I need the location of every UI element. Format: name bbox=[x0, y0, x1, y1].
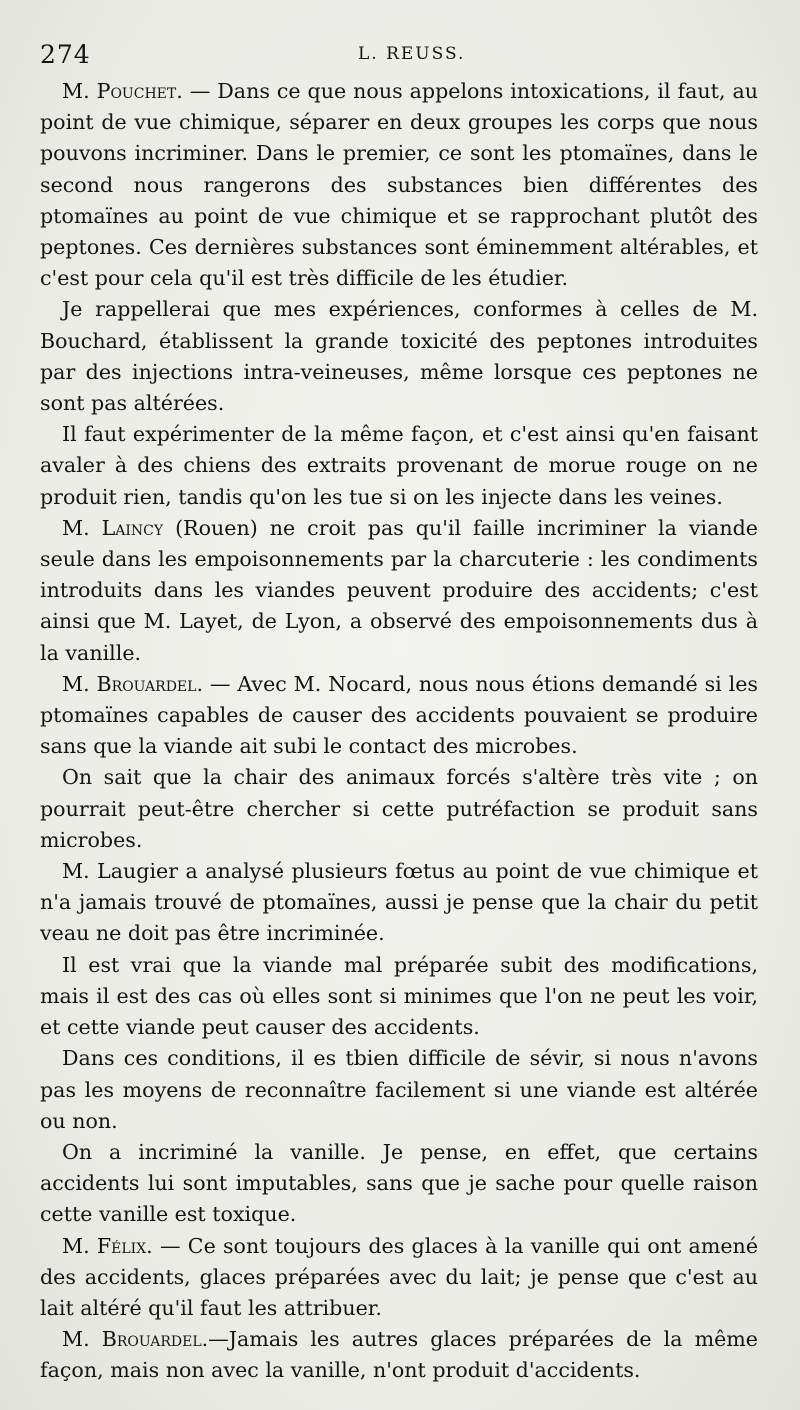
paragraph-9 bbox=[40, 1043, 758, 1137]
paragraph-text: — Dans ce que nous appelons intoxications, il faut, au point de vue chimique, séparer en deux groupes les corps que nous pouvons incriminer. Dans le premier, ce sont les ptomaïnes, dans le second nous rangerons des substances bien différentes des ptomaïnes au point de vue chimique et se rapprochant plutôt des peptones. Ces dernières substances sont éminemment altérables, et c'est pour cela qu'il est très difficile de les étudier. bbox=[40, 79, 759, 291]
page-number: 274 bbox=[40, 40, 91, 69]
paragraph-text: —Jamais les autres glaces préparées de la même façon, mais non avec la vanille, n'ont produit d'accidents. bbox=[40, 1327, 758, 1383]
paragraph-text: (Rouen) ne croit pas qu'il faille incriminer la viande seule dans les empoisonnements par la charcuterie : les condiments introduits dans les viandes peuvent produire des accidents; c'est ainsi que M. Layet, de Lyon, a observé des empoisonnements dus à la vanille. bbox=[40, 515, 758, 665]
speaker-name: M. Félix. bbox=[62, 1233, 153, 1258]
paragraph-7 bbox=[40, 856, 758, 950]
paragraph-text: On a incriminé la vanille. Je pense, en effet, que certains accidents lui sont imputables, sans que je sache pour quelle raison cette vanille est toxique. bbox=[40, 1139, 758, 1227]
paragraph-text: Il faut expérimenter de la même façon, et c'est ainsi qu'en faisant avaler à des chiens des extraits provenant de morue rouge on ne produit rien, tandis qu'on les tue si on les injecte dans les veines. bbox=[40, 422, 758, 509]
paragraph-text: Je rappellerai que mes expériences, conformes à celles de M. Bouchard, établissent la grande toxicité des peptones introduites par des injections intra-veineuses, même lorsque ces peptones ne sont pas altérées. bbox=[40, 297, 758, 416]
paragraph-11 bbox=[40, 1231, 758, 1325]
paragraph-1 bbox=[40, 76, 758, 294]
paragraph-text: On sait que la chair des animaux forcés s'altère très vite ; on pourrait peut-être chercher si cette putréfaction se produit sans microbes. bbox=[40, 765, 758, 852]
paragraph-text: Il est vrai que la viande mal préparée subit des modifications, mais il est des cas où elles sont si minimes que l'on ne peut les voir, et cette viande peut causer des accidents. bbox=[40, 952, 758, 1040]
paragraph-3 bbox=[40, 419, 758, 513]
paragraph-8 bbox=[40, 950, 758, 1044]
paragraph-4 bbox=[40, 513, 758, 669]
speaker-name: M. Brouardel. bbox=[62, 671, 203, 696]
speaker-name: M. Pouchet. bbox=[62, 79, 183, 103]
paragraph-text: Dans ces conditions, il es tbien difficile de sévir, si nous n'avons pas les moyens de reconnaître facilement si une viande est altérée ou non. bbox=[40, 1046, 758, 1133]
speaker-name: M. Laincy bbox=[62, 515, 164, 540]
paragraph-2 bbox=[40, 294, 758, 419]
paragraph-10 bbox=[40, 1137, 758, 1231]
running-head: L. REUSS. bbox=[358, 44, 466, 64]
speaker-name: M. Brouardel. bbox=[62, 1327, 209, 1352]
paragraph-text: — Ce sont toujours des glaces à la vanille qui ont amené des accidents, glaces préparées avec du lait; je pense que c'est au lait altéré qu'il faut les attribuer. bbox=[40, 1233, 759, 1320]
page-header bbox=[40, 28, 758, 72]
body-text bbox=[40, 76, 758, 1387]
paragraph-6 bbox=[40, 762, 758, 856]
paragraph-text: M. Laugier a analysé plusieurs fœtus au point de vue chimique et n'a jamais trouvé de ptomaïnes, aussi je pense que la chair du petit veau ne doit pas être incriminée. bbox=[40, 859, 758, 946]
paragraph-12 bbox=[40, 1324, 758, 1386]
paragraph-5 bbox=[40, 669, 758, 763]
paragraph-text: — Avec M. Nocard, nous nous étions demandé si les ptomaïnes capables de causer des accidents pouvaient se produire sans que la viande ait subi le contact des microbes. bbox=[40, 671, 758, 759]
